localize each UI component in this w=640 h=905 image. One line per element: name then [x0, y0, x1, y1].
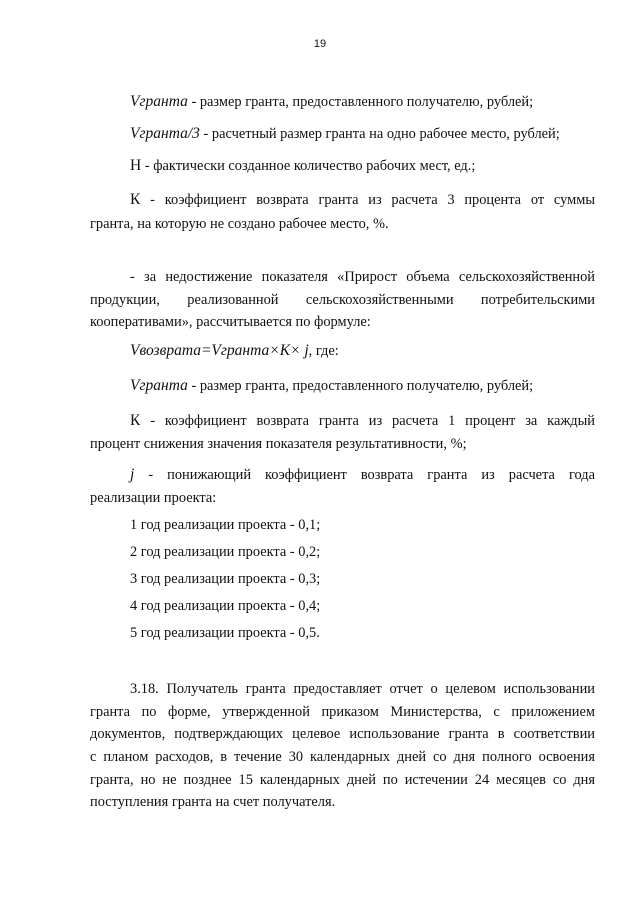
- paragraph-line: с планом расходов, в течение 30 календарных дней со дня полного освоения: [90, 749, 595, 765]
- definition-n: [90, 155, 595, 178]
- symbol: Vгранта: [130, 377, 188, 394]
- paragraph-line: кооперативами», рассчитывается по формуле:: [90, 314, 371, 330]
- list-item: 5 год реализации проекта - 0,5.: [130, 625, 320, 641]
- definition-k-1-cont: гранта, на которую не создано рабочее место, %.: [90, 216, 389, 232]
- definition-v-granta: [90, 91, 595, 114]
- list-item: 3 год реализации проекта - 0,3;: [130, 571, 321, 587]
- paragraph-line: поступления гранта на счет получателя.: [90, 794, 336, 810]
- list-item: 2 год реализации проекта - 0,2;: [130, 544, 321, 560]
- paragraph-line: продукции, реализованной сельскохозяйственными потребительскими: [90, 292, 595, 308]
- definition-k-2-cont: процент снижения значения показателя результативности, %;: [90, 436, 467, 452]
- paragraph-line: гранта, но не позднее 15 календарных дней по истечении 24 месяцев со дня: [90, 772, 595, 788]
- paragraph-line: 3.18. Получатель гранта предоставляет отчет о целевом использовании: [130, 681, 595, 697]
- paragraph-line: документов, подтверждающих целевое использование гранта в соответствии: [90, 726, 595, 742]
- formula: [90, 340, 595, 363]
- list-item: 4 год реализации проекта - 0,4;: [130, 598, 321, 614]
- list-item: 1 год реализации проекта - 0,1;: [130, 517, 321, 533]
- definition-text: - размер гранта, предоставленного получателю, рублей;: [191, 94, 534, 110]
- page-number: 19: [313, 38, 327, 50]
- definition-v-granta: [90, 375, 595, 398]
- definition-j: [90, 464, 595, 487]
- definition-text: - коэффициент возврата гранта из расчета 1 процент за каждый: [150, 413, 595, 429]
- paragraph-line: гранта по форме, утвержденной приказом Министерства, с приложением: [90, 704, 595, 720]
- definition-text: - расчетный размер гранта на одно рабочее место, рублей;: [203, 126, 560, 142]
- formula-suffix: , где:: [308, 343, 339, 359]
- definition-text: - коэффициент возврата гранта из расчета 3 процента от суммы: [150, 192, 595, 208]
- symbol: Н: [130, 157, 142, 174]
- paragraph-line: - за недостижение показателя «Прирост объема сельскохозяйственной: [130, 269, 595, 285]
- definition-k-1: [90, 189, 595, 212]
- definition-text: - фактически созданное количество рабочих мест, ед.;: [144, 158, 476, 174]
- definition-text: - понижающий коэффициент возврата гранта из расчета года: [148, 467, 595, 483]
- formula-expression: Vвозврата=Vгранта×К× j: [130, 342, 309, 359]
- definition-v-granta-3: [90, 123, 595, 146]
- symbol: К: [130, 412, 141, 429]
- definition-j-cont: реализации проекта:: [90, 490, 217, 506]
- symbol: j: [130, 466, 135, 483]
- symbol: К: [130, 191, 141, 208]
- symbol: Vгранта/3: [130, 125, 200, 142]
- definition-text: - размер гранта, предоставленного получателю, рублей;: [191, 378, 534, 394]
- symbol: Vгранта: [130, 93, 188, 110]
- definition-k-2: [90, 410, 595, 433]
